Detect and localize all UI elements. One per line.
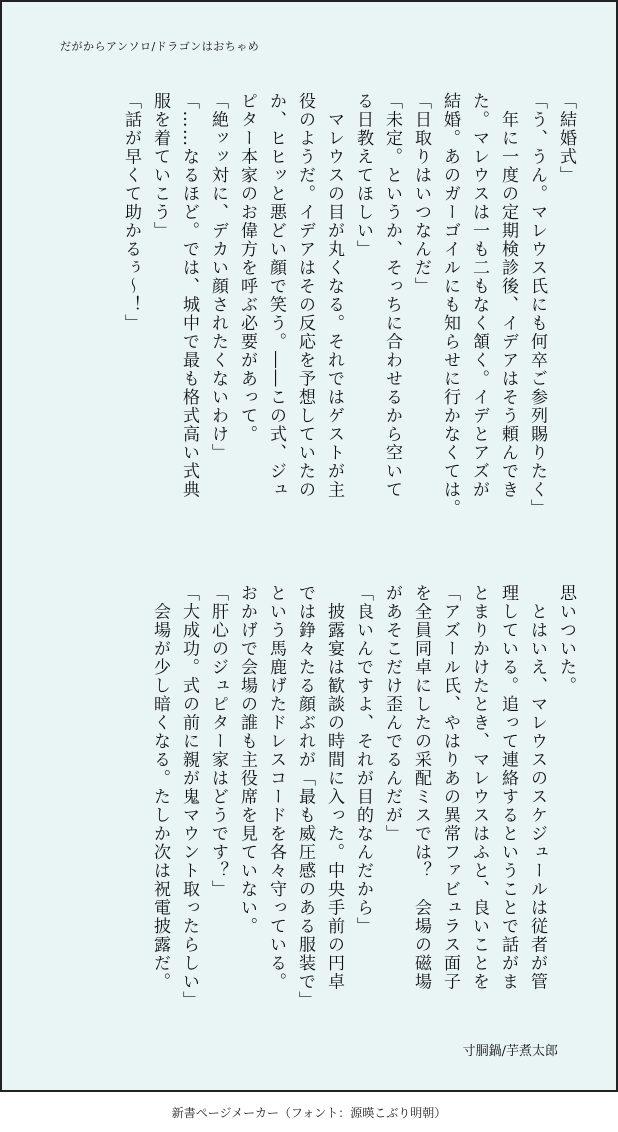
text-line: があそこだけ歪んでるんだが」 <box>382 584 402 843</box>
text-line: 思いついた。 <box>556 584 576 695</box>
text-line: 「日取りはいつなんだ」 <box>411 92 431 296</box>
text-line: おかげで会場の誰も主役席を見ていない。 <box>237 584 257 936</box>
text-line: 結婚。あのガーゴイルにも知らせに行かなくては。 <box>440 92 460 518</box>
page-header-title: だがからアンソロ/ドラゴンはおちゃめ <box>60 40 260 53</box>
text-line: とはいえ、マレウスのスケジュールは従者が管 <box>527 584 547 991</box>
text-line: という馬鹿げたドレスコードを各々守っている。 <box>266 584 286 991</box>
text-block-bottom <box>145 584 580 1010</box>
text-line: 「大成功。式の前に親が鬼マウント取ったらしい」 <box>179 584 199 1010</box>
text-line: 年に一度の定期検診後、イデアはそう頼んでき <box>498 92 518 499</box>
text-line: 「……なるほど。では、城中で最も格式高い式典 <box>179 92 199 499</box>
text-line: 「結婚式」 <box>556 92 576 185</box>
text-line: 「話が早くて助かるぅ～！」 <box>121 92 141 333</box>
text-line: 「良いんですよ、それが目的なんだから」 <box>353 584 373 936</box>
text-line: 会場が少し暗くなる。たしか次は祝電披露だ。 <box>150 584 170 991</box>
text-line: 服を着ていこう」 <box>150 92 170 240</box>
text-line: 理している。追って連絡するということで話がま <box>498 584 518 991</box>
text-line: 「絶ッッ対に、デカい顔されたくないわけ」 <box>208 92 228 462</box>
text-block-top <box>116 92 580 532</box>
text-line: 「肝心のジュピター家はどうです？」 <box>208 584 228 899</box>
author-credit: 寸胴鍋/芋煮太郎 <box>462 1044 558 1059</box>
text-line: 「未定。というか、そっちに合わせるから空いて <box>382 92 402 499</box>
text-line: マレウスの目が丸くなる。それではゲストが主 <box>324 92 344 499</box>
text-line: を全員同卓にしたの采配ミスでは？ 会場の磁場 <box>411 584 431 991</box>
text-line: ピター本家のお偉方を呼ぶ必要があって。 <box>237 92 257 444</box>
footer-credit: 新書ページメーカー（フォント：源暎こぶり明朝） <box>171 1106 447 1120</box>
text-line: 「う、うん。マレウス氏にも何卒ご参列賜りたく」 <box>527 92 547 518</box>
text-line: る日教えてほしい」 <box>353 92 373 259</box>
text-line: 「アズール氏、やはりあの異常ファビュラス面子 <box>440 584 460 991</box>
text-line: 役のようだ。イデアはその反応を予想していたの <box>295 92 315 499</box>
text-line: か、ヒヒッと悪どい顔で笑う。――この式、ジュ <box>266 92 286 499</box>
text-line: た。マレウスは一も二もなく頷く。イデとアズが <box>469 92 489 499</box>
text-line: では錚々たる顔ぶれが「最も威圧感のある服装で」 <box>295 584 315 1010</box>
text-line: 披露宴は歓談の時間に入った。中央手前の円卓 <box>324 584 344 991</box>
text-line: とまりかけたとき、マレウスはふと、良いことを <box>469 584 489 991</box>
